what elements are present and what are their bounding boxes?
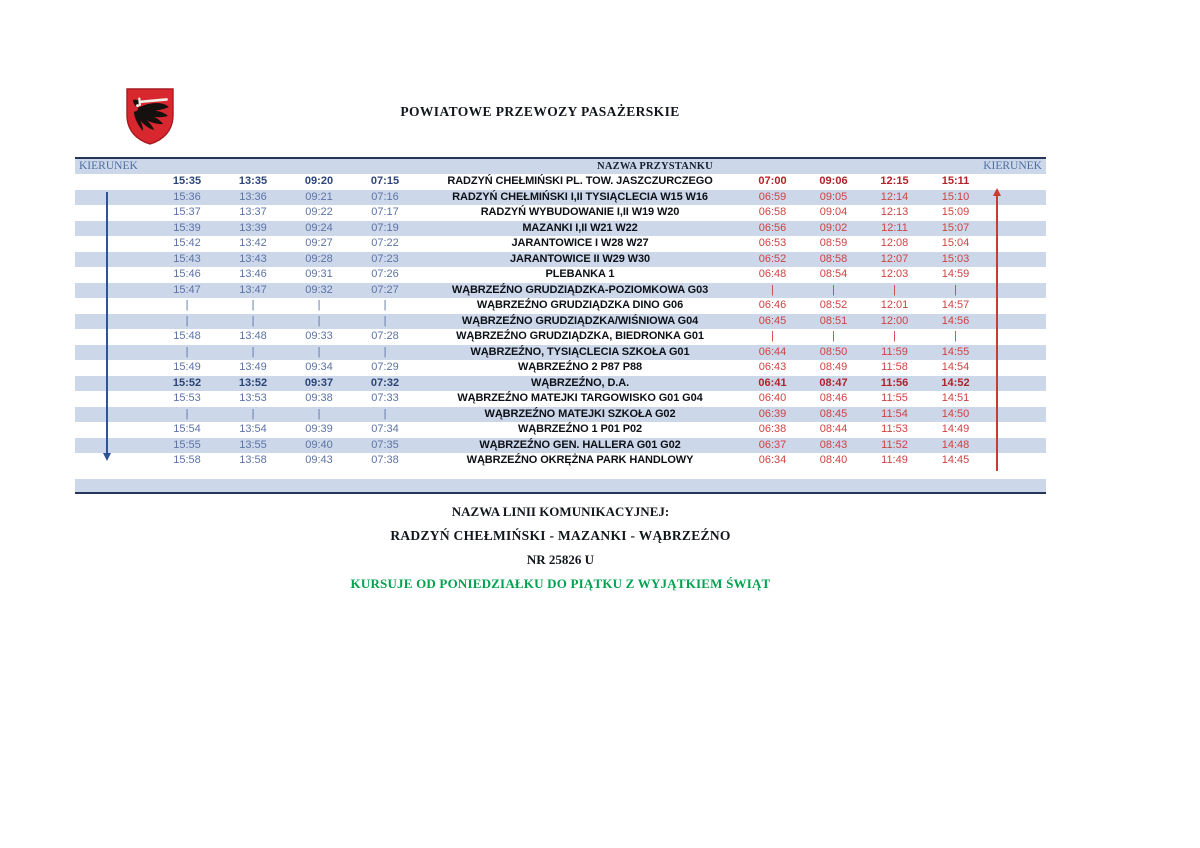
departure-time-left-2: 13:39 (239, 221, 267, 234)
departure-time-right-2: 08:58 (819, 252, 848, 265)
timetable-row (75, 221, 1046, 237)
departure-time-left-1: 15:46 (173, 268, 201, 280)
station-name: WĄBRZEŹNO OKRĘŻNA PARK HANDLOWY (466, 454, 694, 466)
departure-time-right-2: 08:59 (819, 237, 848, 249)
departure-time-left-2: 13:55 (239, 438, 267, 451)
departure-time-right-3: 11:53 (881, 423, 908, 435)
departure-time-right-3: 12:01 (880, 299, 909, 311)
departure-time-right-3: 11:54 (881, 407, 908, 420)
departure-time-left-1: 15:39 (173, 221, 201, 234)
timetable-row (75, 267, 1046, 283)
departure-time-left-2: 13:53 (239, 392, 267, 404)
departure-time-left-1: 15:48 (173, 330, 201, 342)
departure-time-left-3: 09:37 (304, 376, 334, 389)
departure-time-right-4: 14:54 (941, 361, 970, 373)
departure-time-right-3: 11:58 (881, 361, 908, 373)
departure-time-right-4: 15:09 (941, 206, 970, 218)
station-name: WĄBRZEŹNO MATEJKI SZKOŁA G02 (484, 407, 676, 420)
station-name: WĄBRZEŹNO MATEJKI TARGOWISKO G01 G04 (457, 392, 703, 404)
departure-time-right-2: 09:02 (819, 221, 848, 234)
departure-time-right-2: 08:50 (819, 345, 848, 358)
departure-time-left-3: 09:24 (305, 221, 333, 234)
departure-time-left-2: 13:49 (239, 361, 267, 373)
timetable-row (75, 205, 1046, 221)
departure-time-left-4: 07:35 (371, 438, 399, 451)
station-name: WĄBRZEŹNO GRUDZIĄDZKA DINO G06 (476, 299, 684, 311)
departure-time-right-4: 15:11 (941, 175, 970, 187)
timetable-row (75, 407, 1046, 423)
line-route: RADZYŃ CHEŁMIŃSKI - MAZANKI - WĄBRZEŹNO (390, 528, 731, 543)
timetable-row (75, 422, 1046, 438)
departure-time-right-3: 12:03 (880, 268, 909, 280)
departure-time-left-1: 15:58 (173, 454, 201, 466)
departure-time-right-1: 06:34 (758, 454, 787, 466)
departure-time-right-1: 06:48 (758, 268, 787, 280)
departure-time-left-2: 13:36 (239, 190, 267, 203)
timetable-row (75, 298, 1046, 314)
departure-time-left-2: 13:47 (239, 283, 267, 296)
direction-up-arrow-icon (996, 195, 998, 471)
station-name: JARANTOWICE I W28 W27 (511, 237, 649, 249)
station-column-header: NAZWA PRZYSTANKU (597, 161, 713, 172)
departure-time-left-4: 07:26 (371, 268, 399, 280)
departure-time-right-4: 14:59 (941, 268, 970, 280)
departure-time-left-2: 13:54 (239, 423, 267, 435)
departure-time-right-2: 08:46 (819, 392, 848, 404)
departure-time-left-3: 09:27 (305, 237, 333, 249)
station-name: WĄBRZEŹNO GRUDZIĄDZKA, BIEDRONKA G01 (456, 330, 704, 342)
departure-time-right-3: | (893, 330, 896, 342)
departure-time-left-4: | (383, 299, 387, 311)
timetable-row (75, 345, 1046, 361)
departure-time-left-1: 15:54 (173, 423, 201, 435)
station-name: RADZYŃ CHEŁMIŃSKI PL. TOW. JASZCZURCZEGO (447, 175, 713, 187)
departure-time-left-2: 13:42 (239, 237, 267, 249)
service-days-note: KURSUJE OD PONIEDZIAŁKU DO PIĄTKU Z WYJĄTKIEM ŚWIĄT (350, 576, 771, 591)
departure-time-left-4: 07:28 (371, 330, 399, 342)
departure-time-left-3: 09:34 (305, 361, 333, 373)
timetable-row (75, 438, 1046, 454)
departure-time-left-3: 09:22 (305, 206, 333, 218)
departure-time-left-3: 09:40 (305, 438, 333, 451)
departure-time-left-2: 13:43 (239, 252, 267, 265)
departure-time-right-4: | (954, 330, 957, 342)
departure-time-left-4: 07:16 (371, 190, 399, 203)
station-name: WĄBRZEŹNO, D.A. (530, 376, 630, 389)
departure-time-left-3: | (317, 299, 321, 311)
departure-time-right-3: 11:59 (881, 345, 908, 358)
departure-time-right-1: 06:56 (758, 221, 787, 234)
timetable-row (75, 190, 1046, 206)
departure-time-left-2: 13:48 (239, 330, 267, 342)
departure-time-right-2: 09:05 (819, 190, 848, 203)
departure-time-right-3: 11:55 (881, 392, 908, 404)
departure-time-right-2: | (832, 283, 835, 296)
departure-time-right-1: 06:46 (758, 299, 787, 311)
departure-time-left-2: | (251, 299, 255, 311)
departure-time-left-4: 07:22 (371, 237, 399, 249)
departure-time-left-2: 13:46 (239, 268, 267, 280)
timetable (75, 157, 1046, 494)
departure-time-left-2: 13:52 (238, 376, 268, 389)
line-number: NR 25826 U (526, 552, 595, 567)
departure-time-right-4: 15:07 (941, 221, 970, 234)
departure-time-right-1: 06:40 (758, 392, 787, 404)
departure-time-right-4: 14:48 (941, 438, 970, 451)
departure-time-left-3: 09:21 (305, 190, 333, 203)
timetable-header (75, 159, 1046, 174)
departure-time-right-4: 14:57 (941, 299, 970, 311)
departure-time-left-2: 13:37 (239, 206, 267, 218)
departure-time-right-1: 06:58 (758, 206, 787, 218)
departure-time-left-3: 09:38 (305, 392, 333, 404)
departure-time-right-4: | (954, 283, 957, 296)
departure-time-left-4: 07:17 (371, 206, 399, 218)
departure-time-right-3: | (893, 283, 896, 296)
departure-time-right-1: 06:39 (758, 407, 787, 420)
departure-time-right-2: 08:52 (819, 299, 848, 311)
departure-time-left-1: 15:36 (173, 190, 201, 203)
line-name-caption: NAZWA LINII KOMUNIKACYJNEJ: (451, 504, 670, 519)
departure-time-left-3: 09:43 (305, 454, 333, 466)
timetable-row (75, 283, 1046, 299)
departure-time-left-3: 09:39 (305, 423, 333, 435)
departure-time-left-2: | (251, 407, 255, 420)
departure-time-left-1: | (185, 314, 189, 327)
departure-time-right-2: 08:47 (819, 376, 848, 389)
departure-time-right-2: 08:45 (819, 407, 848, 420)
departure-time-left-4: 07:27 (371, 283, 399, 296)
station-name: RADZYŃ WYBUDOWANIE I,II W19 W20 (480, 206, 680, 218)
timetable-row (75, 376, 1046, 392)
departure-time-right-3: 12:07 (880, 252, 909, 265)
departure-time-right-4: 14:50 (941, 407, 970, 420)
departure-time-left-1: 15:53 (173, 392, 201, 404)
departure-time-right-4: 14:45 (941, 454, 970, 466)
departure-time-left-3: 09:32 (305, 283, 333, 296)
departure-time-right-1: | (771, 283, 774, 296)
departure-time-left-4: 07:19 (371, 221, 399, 234)
departure-time-left-4: | (383, 345, 387, 358)
departure-time-right-4: 14:51 (941, 392, 970, 404)
departure-time-right-3: 12:13 (880, 206, 909, 218)
table-bottom-band (75, 479, 1046, 494)
departure-time-right-1: 06:45 (758, 314, 787, 327)
departure-time-right-2: 08:54 (819, 268, 848, 280)
departure-time-left-4: | (383, 314, 387, 327)
direction-label-right: KIERUNEK (983, 160, 1042, 172)
departure-time-right-3: 12:15 (880, 175, 909, 187)
departure-time-right-1: 06:43 (758, 361, 787, 373)
station-name: PLEBANKA 1 (545, 268, 615, 280)
departure-time-right-4: 15:04 (941, 237, 970, 249)
station-name: MAZANKI I,II W21 W22 (522, 221, 638, 234)
departure-time-left-1: 15:52 (172, 376, 202, 389)
departure-time-left-4: 07:33 (371, 392, 399, 404)
departure-time-left-3: 09:31 (305, 268, 333, 280)
departure-time-right-1: 06:41 (758, 376, 787, 389)
departure-time-left-1: 15:55 (173, 438, 201, 451)
departure-time-left-3: 09:33 (305, 330, 333, 342)
departure-time-right-2: 08:51 (819, 314, 848, 327)
departure-time-right-2: 08:40 (819, 454, 848, 466)
timetable-rows (75, 174, 1046, 469)
departure-time-left-1: 15:35 (172, 175, 202, 187)
station-name: WĄBRZEŹNO 2 P87 P88 (517, 361, 643, 373)
departure-time-left-2: 13:35 (238, 175, 268, 187)
departure-time-right-2: 09:04 (819, 206, 848, 218)
departure-time-right-3: 11:56 (880, 376, 909, 389)
departure-time-left-1: 15:49 (173, 361, 201, 373)
departure-time-left-2: | (251, 345, 255, 358)
station-name: RADZYŃ CHEŁMIŃSKI I,II TYSIĄCLECIA W15 W16 (452, 190, 708, 203)
timetable-row (75, 360, 1046, 376)
station-name: JARANTOWICE II W29 W30 (509, 252, 650, 265)
departure-time-left-4: 07:38 (371, 454, 399, 466)
departure-time-right-1: | (771, 330, 774, 342)
departure-time-left-2: 13:58 (239, 454, 267, 466)
departure-time-left-3: | (317, 314, 321, 327)
station-name: WĄBRZEŹNO 1 P01 P02 (517, 423, 643, 435)
station-name: WĄBRZEŹNO GRUDZIĄDZKA-POZIOMKOWA G03 (451, 283, 709, 296)
timetable-row (75, 236, 1046, 252)
timetable-row (75, 252, 1046, 268)
departure-time-right-3: 12:11 (881, 221, 908, 234)
station-name: WĄBRZEŹNO, TYSIĄCLECIA SZKOŁA G01 (470, 345, 690, 358)
departure-time-right-4: 14:52 (941, 376, 970, 389)
departure-time-right-4: 14:49 (941, 423, 970, 435)
timetable-row (75, 314, 1046, 330)
departure-time-right-3: 11:49 (881, 454, 908, 466)
station-name: WĄBRZEŹNO GRUDZIĄDZKA/WIŚNIOWA G04 (461, 314, 699, 327)
departure-time-right-2: | (832, 330, 835, 342)
departure-time-left-1: | (185, 345, 189, 358)
departure-time-right-1: 06:38 (758, 423, 787, 435)
departure-time-right-2: 08:44 (819, 423, 848, 435)
departure-time-right-4: 14:56 (941, 314, 970, 327)
departure-time-left-4: 07:34 (371, 423, 399, 435)
table-gap (75, 469, 1046, 479)
line-info (75, 500, 1046, 596)
departure-time-left-1: | (185, 299, 189, 311)
departure-time-right-3: 12:00 (880, 314, 909, 327)
departure-time-right-3: 12:14 (880, 190, 909, 203)
departure-time-right-3: 11:52 (881, 438, 908, 451)
departure-time-right-1: 06:44 (758, 345, 787, 358)
departure-time-left-2: | (251, 314, 255, 327)
departure-time-left-1: 15:43 (173, 252, 201, 265)
departure-time-left-1: | (185, 407, 189, 420)
departure-time-left-3: | (317, 407, 321, 420)
departure-time-left-3: | (317, 345, 321, 358)
departure-time-right-4: 15:03 (941, 252, 970, 265)
timetable-row (75, 453, 1046, 469)
direction-label-left: KIERUNEK (79, 160, 138, 172)
timetable-row (75, 174, 1046, 190)
departure-time-left-1: 15:47 (173, 283, 201, 296)
departure-time-right-1: 06:37 (758, 438, 787, 451)
departure-time-right-1: 06:52 (758, 252, 787, 265)
departure-time-left-4: 07:15 (370, 175, 400, 187)
departure-time-left-4: 07:23 (371, 252, 399, 265)
departure-time-left-4: 07:32 (370, 376, 400, 389)
departure-time-left-1: 15:42 (173, 237, 201, 249)
departure-time-right-1: 06:53 (758, 237, 787, 249)
departure-time-right-1: 07:00 (758, 175, 787, 187)
departure-time-left-4: 07:29 (371, 361, 399, 373)
departure-time-right-4: 15:10 (941, 190, 970, 203)
timetable-row (75, 391, 1046, 407)
station-name: WĄBRZEŹNO GEN. HALLERA G01 G02 (479, 438, 681, 451)
page-title: POWIATOWE PRZEWOZY PASAŻERSKIE (400, 104, 680, 119)
direction-down-arrow-icon (106, 192, 108, 454)
departure-time-right-4: 14:55 (941, 345, 970, 358)
departure-time-left-4: | (383, 407, 387, 420)
departure-time-left-3: 09:28 (305, 252, 333, 265)
departure-time-right-3: 12:08 (880, 237, 909, 249)
departure-time-left-3: 09:20 (304, 175, 334, 187)
departure-time-right-1: 06:59 (758, 190, 787, 203)
departure-time-right-2: 08:49 (819, 361, 848, 373)
departure-time-right-2: 08:43 (819, 438, 848, 451)
departure-time-left-1: 15:37 (173, 206, 201, 218)
timetable-row (75, 329, 1046, 345)
departure-time-right-2: 09:06 (819, 175, 848, 187)
